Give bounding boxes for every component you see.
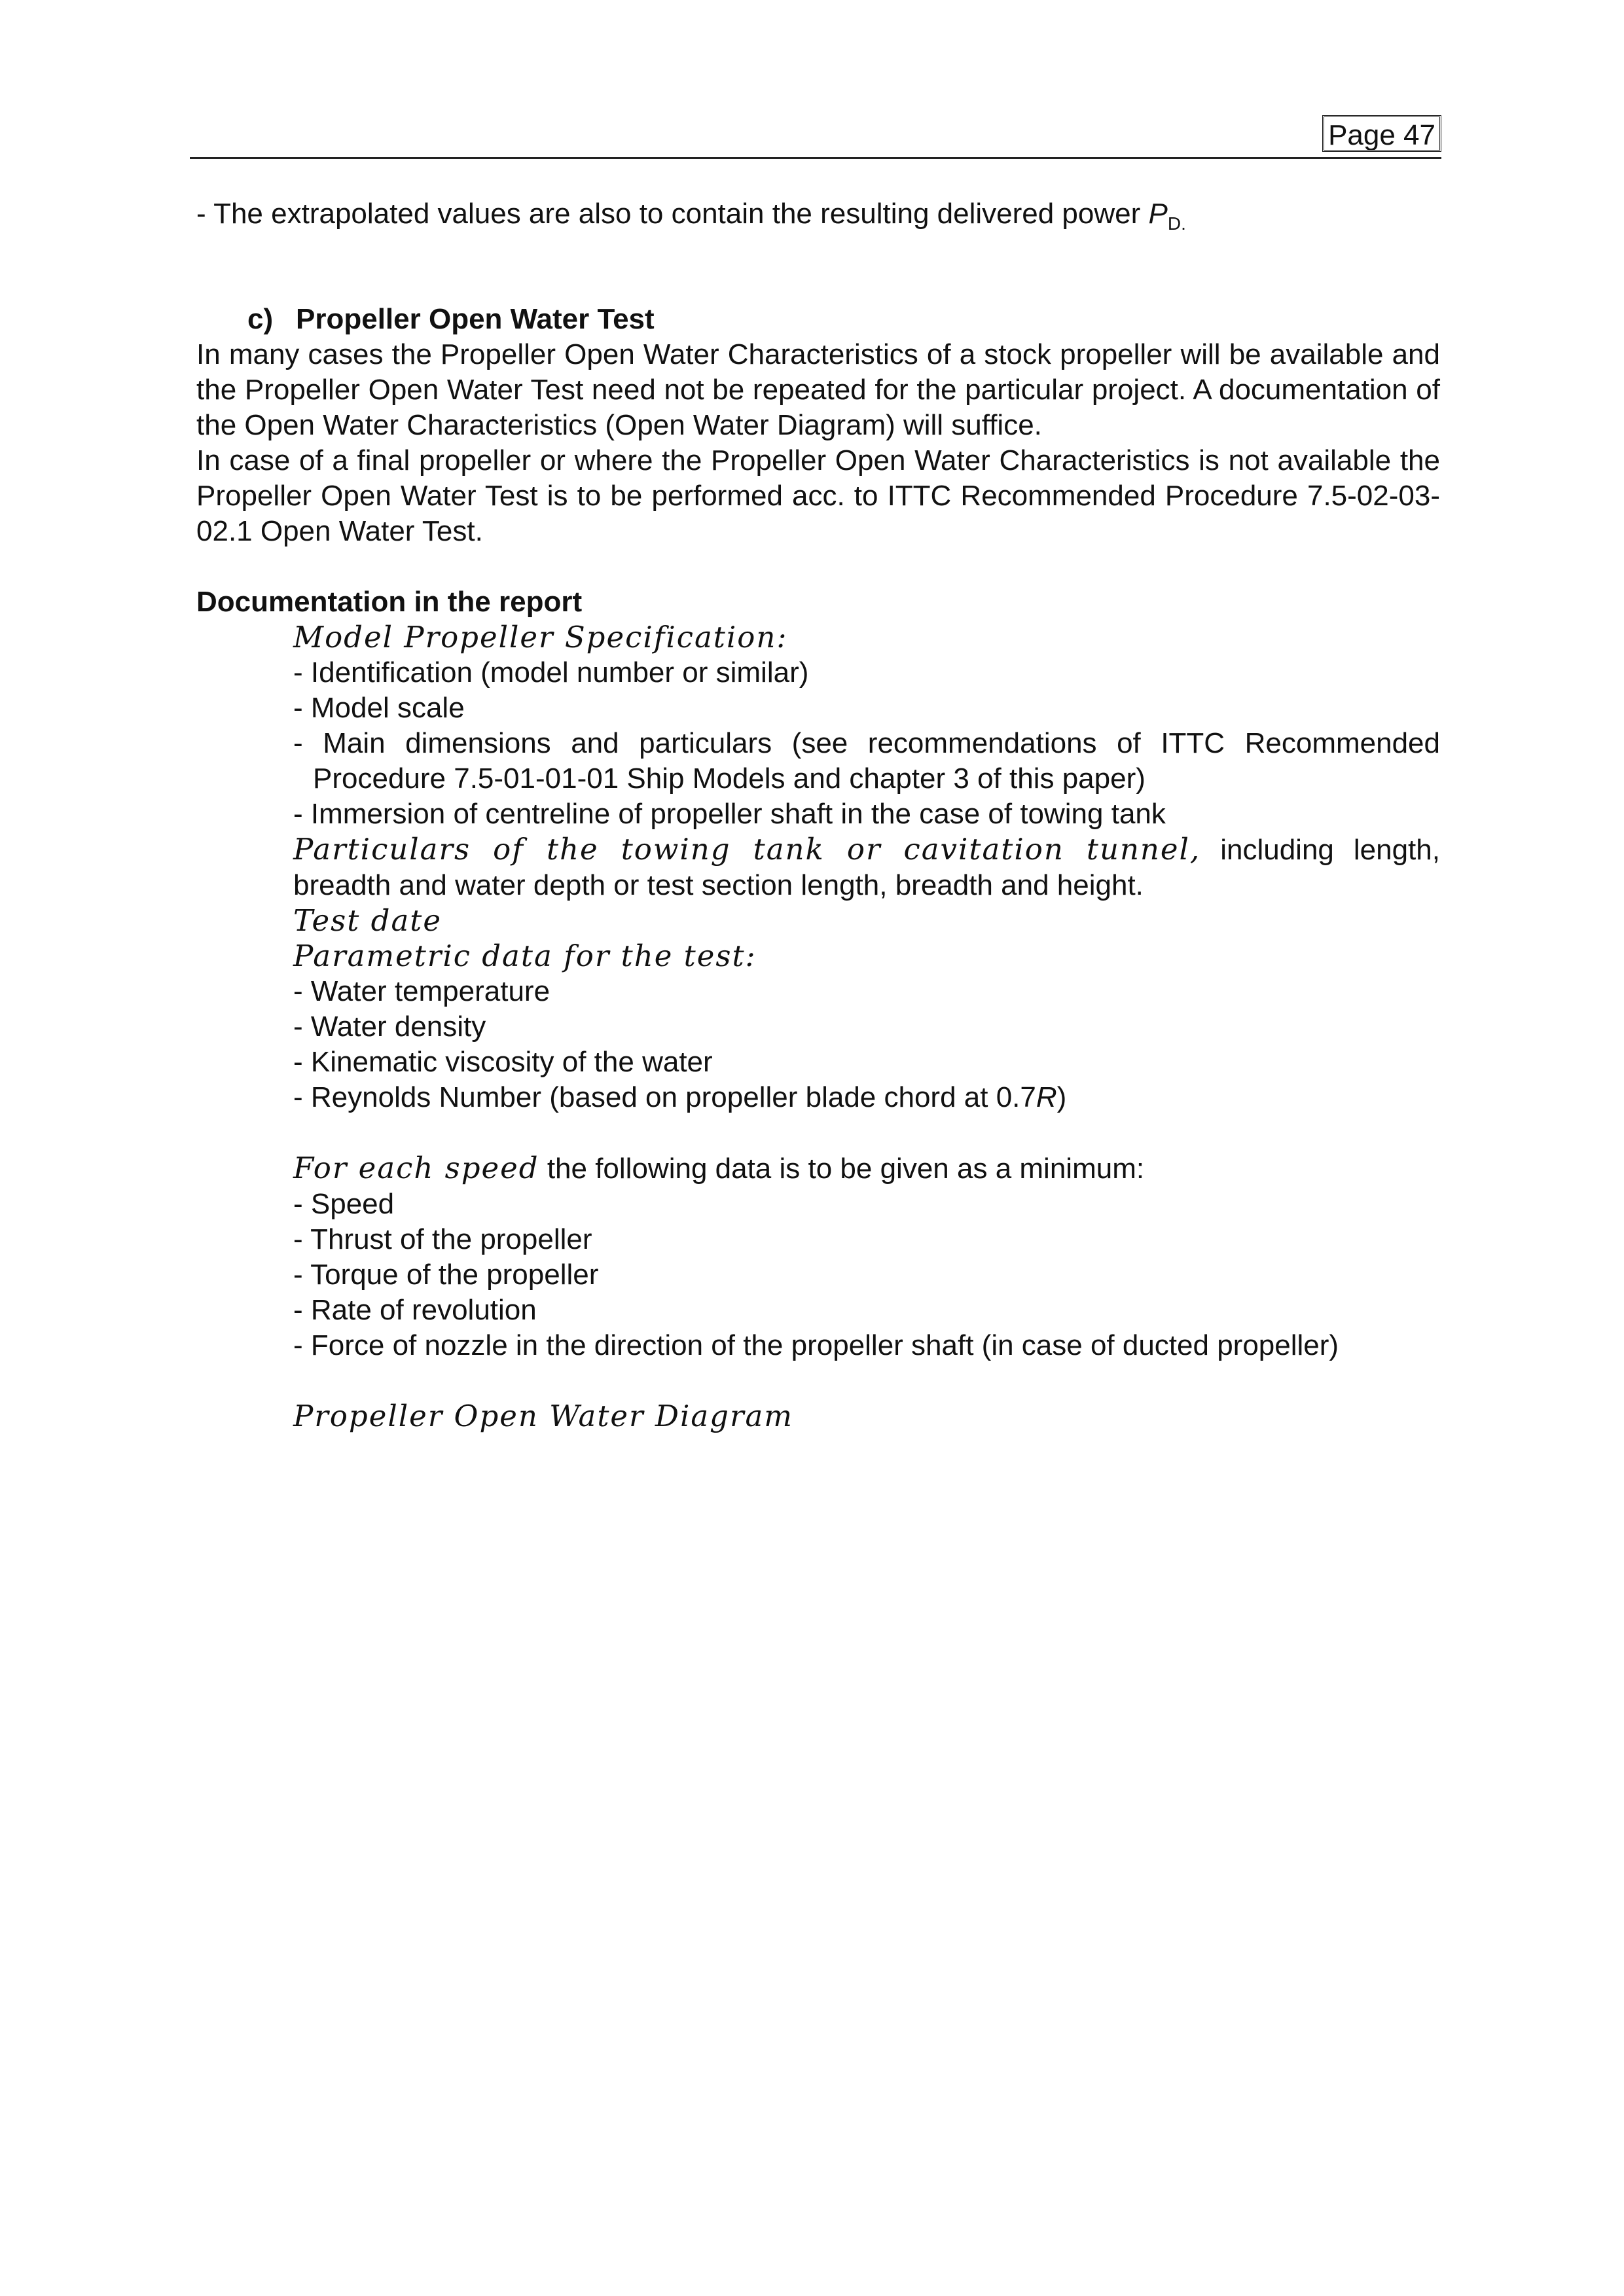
particulars-line <box>293 832 1440 903</box>
each-speed-item: - Thrust of the propeller <box>293 1223 592 1255</box>
parametric-item: - Water temperature <box>293 975 550 1007</box>
model-spec-item: - Main dimensions and particulars (see recommendations of ITTC Recommended Procedure 7.5-01-01-01 Ship Models and chapter 3 of this paper) <box>293 727 1440 795</box>
each-speed-item: - Force of nozzle in the direction of the propeller shaft (in case of ducted propeller) <box>293 1329 1339 1361</box>
section-heading <box>196 302 1440 337</box>
diagram-heading: Propeller Open Water Diagram <box>293 1399 793 1433</box>
section-paragraph-2: In case of a final propeller or where the Propeller Open Water Characteristics is not available the Propeller Open Water Test is to be performed acc. to ITTC Recommended Procedure 7.5-02-03-02.1 Open Water Test. <box>196 444 1440 547</box>
reynolds-suffix: ) <box>1056 1081 1067 1113</box>
page-content <box>196 190 1440 1434</box>
each-speed-heading: For each speed <box>293 1151 539 1185</box>
section-paragraph-1: In many cases the Propeller Open Water Characteristics of a stock propeller will be available and the Propeller Open Water Test need not be repeated for the particular project. A documentation of the Open Water Characteristics (Open Water Diagram) will suffice. <box>196 338 1440 441</box>
spacer <box>293 1115 1440 1151</box>
section-title: Propeller Open Water Test <box>296 303 655 335</box>
model-spec-item: - Identification (model number or similar) <box>293 656 809 689</box>
each-speed-item: - Rate of revolution <box>293 1294 537 1326</box>
parametric-item: - Water density <box>293 1011 486 1043</box>
model-spec-item: - Model scale <box>293 692 465 724</box>
delivered-power-symbol: P <box>1148 198 1168 230</box>
extrapolated-values-line <box>196 190 1440 242</box>
each-speed-line <box>293 1151 1440 1187</box>
model-spec-item: - Immersion of centreline of propeller shaft in the case of towing tank <box>293 798 1166 830</box>
reynolds-prefix: - Reynolds Number (based on propeller blade chord at 0.7 <box>293 1081 1036 1113</box>
each-speed-text: the following data is to be given as a minimum: <box>539 1153 1145 1185</box>
each-speed-item: - Speed <box>293 1188 395 1220</box>
section-marker: c) <box>247 303 274 335</box>
reynolds-symbol: R <box>1036 1081 1057 1113</box>
particulars-text: including length, breadth and water depth or test section length, breadth and height. <box>293 834 1440 901</box>
extrapolated-values-text: - The extrapolated values are also to contain the resulting delivered power <box>196 198 1149 230</box>
test-date-heading: Test date <box>293 903 442 938</box>
parametric-item: - Kinematic viscosity of the water <box>293 1046 713 1078</box>
spacer <box>293 1363 1440 1399</box>
documentation-body <box>293 620 1440 1434</box>
particulars-heading: Particulars of the towing tank or cavitation tunnel, <box>293 832 1201 867</box>
documentation-heading: Documentation in the report <box>196 586 583 618</box>
page-number: Page 47 <box>1322 115 1441 152</box>
page-header <box>190 115 1441 159</box>
reynolds-item <box>293 1080 1440 1115</box>
each-speed-item: - Torque of the propeller <box>293 1259 599 1291</box>
delivered-power-subscript: D. <box>1167 213 1186 234</box>
model-spec-heading: Model Propeller Specification: <box>293 620 788 655</box>
parametric-heading: Parametric data for the test: <box>293 939 757 973</box>
